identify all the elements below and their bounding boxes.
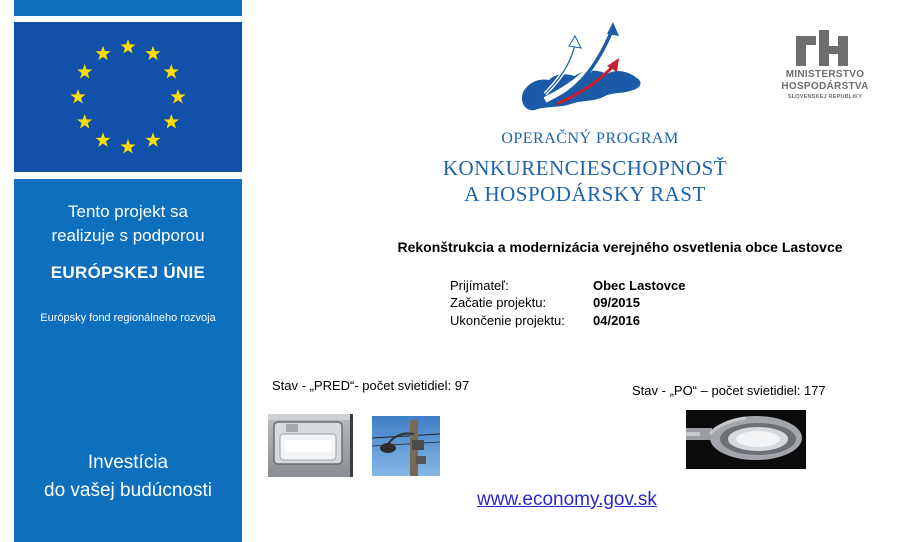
after-state-caption: Stav - „PO“ – počet svietidiel: 177 bbox=[632, 383, 826, 398]
eu-name-heading: EURÓPSKEJ ÚNIE bbox=[50, 263, 206, 282]
panel-divider bbox=[14, 172, 242, 179]
eu-star-icon bbox=[95, 46, 110, 60]
eu-star-icon bbox=[145, 46, 160, 60]
eu-star-icon bbox=[77, 114, 92, 128]
start-date-label: Začatie projektu: bbox=[450, 295, 547, 310]
before-state-caption: Stav - „PRED“- počet svietidiel: 97 bbox=[272, 378, 470, 393]
website-link[interactable]: www.economy.gov.sk bbox=[477, 489, 657, 510]
eu-star-icon bbox=[120, 139, 135, 153]
panel-text-line: realizuje s podporou bbox=[51, 226, 205, 245]
old-lamp-photo bbox=[268, 414, 353, 477]
eu-star-icon bbox=[70, 89, 85, 103]
eu-stars-icon bbox=[14, 22, 242, 172]
eu-flag bbox=[14, 22, 242, 172]
eu-star-icon bbox=[145, 132, 160, 146]
op-program-name-line: KONKURENCIESCHOPNOSŤ bbox=[442, 156, 728, 180]
end-date-value: 04/2016 bbox=[593, 313, 640, 328]
eu-star-icon bbox=[120, 39, 135, 53]
eu-star-icon bbox=[95, 132, 110, 146]
ministry-logo-icon bbox=[796, 30, 852, 66]
start-date-value: 09/2015 bbox=[593, 295, 640, 310]
eu-star-icon bbox=[164, 64, 179, 78]
ministry-name-line: HOSPODÁRSTVA bbox=[781, 81, 869, 92]
investment-slogan-line: do vašej budúcnosti bbox=[44, 480, 212, 501]
pole-lamp-photo bbox=[372, 416, 440, 476]
led-lamp-photo bbox=[686, 410, 806, 469]
ministry-country-line: SLOVENSKEJ REPUBLIKY bbox=[787, 94, 863, 100]
recipient-value: Obec Lastovce bbox=[593, 278, 686, 293]
op-program-name-line: A HOSPODÁRSKY RAST bbox=[464, 182, 706, 206]
eu-star-icon bbox=[77, 64, 92, 78]
ministry-name-line: MINISTERSTVO bbox=[785, 69, 865, 80]
eu-star-icon bbox=[170, 89, 185, 103]
panel-text-line: Tento projekt sa bbox=[67, 202, 188, 221]
op-logo-icon bbox=[515, 20, 650, 115]
investment-slogan-line: Investícia bbox=[87, 452, 169, 473]
op-program-label: OPERAČNÝ PROGRAM bbox=[501, 130, 679, 147]
eu-star-icon bbox=[164, 114, 179, 128]
recipient-label: Prijímateľ: bbox=[450, 278, 509, 293]
fund-name: Európsky fond regionálneho rozvoja bbox=[40, 312, 216, 324]
project-title: Rekonštrukcia a modernizácia verejného osvetlenia obce Lastovce bbox=[397, 239, 843, 255]
end-date-label: Ukončenie projektu: bbox=[450, 313, 565, 328]
